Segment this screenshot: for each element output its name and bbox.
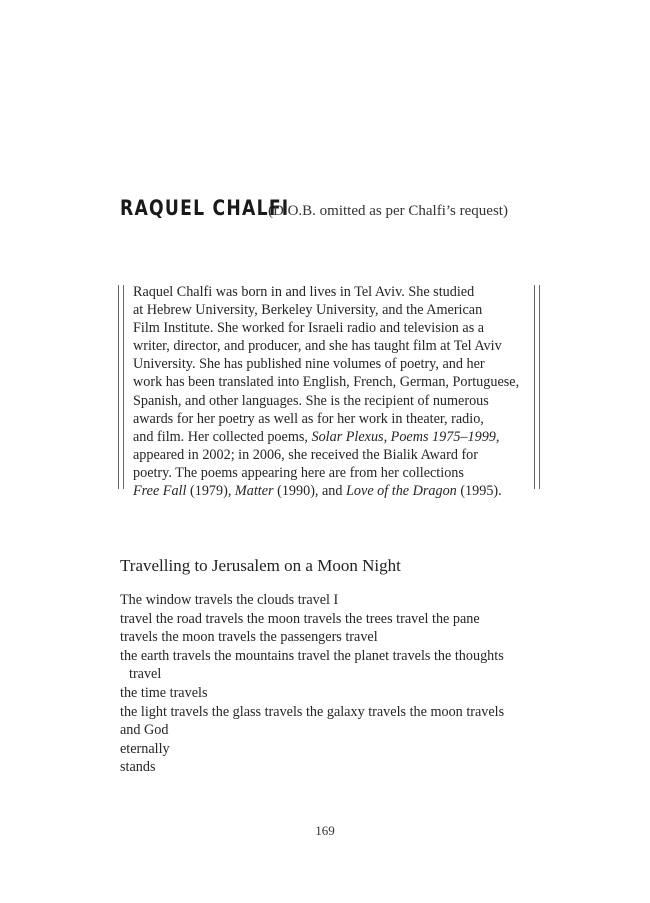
- author-dob-note: (D.O.B. omitted as per Chalfi’s request): [268, 203, 508, 219]
- bio-text: (1995).: [456, 483, 502, 500]
- bio-line: appeared in 2002; in 2006, she received the Bialik Award for: [133, 446, 479, 463]
- bio-line: Spanish, and other languages. She is the recipient of numerous: [133, 392, 489, 409]
- bio-right-double-rule: [534, 285, 540, 489]
- bio-line: [133, 428, 533, 446]
- book-title-solar-plexus: Solar Plexus, Poems 1975–1999,: [311, 428, 500, 445]
- poem-line: the light travels the glass travels the galaxy travels the moon travels: [120, 703, 505, 720]
- author-header: [120, 196, 508, 220]
- author-bio: [133, 283, 533, 500]
- bio-line: Raquel Chalfi was born in and lives in Tel Aviv. She studied: [133, 284, 475, 300]
- bio-text: (1990), and: [273, 483, 347, 500]
- bio-left-double-rule: [118, 285, 124, 489]
- poem-line: travel: [129, 666, 162, 683]
- poem-line: travel the road travels the moon travels the trees travel the pane: [120, 610, 480, 627]
- poem-line: travels the moon travels the passengers travel: [120, 629, 378, 646]
- poem-body: [120, 591, 540, 777]
- poem-title: Travelling to Jerusalem on a Moon Night: [120, 556, 401, 575]
- poem-line: the time travels: [120, 684, 208, 701]
- poem-line: the earth travels the mountains travel the planet travels the thoughts: [120, 647, 504, 664]
- bio-text: (1979),: [186, 483, 235, 500]
- page-number: 169: [315, 823, 335, 838]
- poem-line: The window travels the clouds travel I: [120, 592, 339, 608]
- poem-line: stands: [120, 759, 156, 776]
- bio-line: writer, director, and producer, and she has taught film at Tel Aviv: [133, 338, 502, 355]
- bio-line: awards for her poetry as well as for her work in theater, radio,: [133, 410, 484, 427]
- bio-line: Film Institute. She worked for Israeli radio and television as a: [133, 320, 485, 337]
- bio-text: and film. Her collected poems,: [133, 428, 312, 445]
- bio-line: University. She has published nine volumes of poetry, and her: [133, 356, 485, 373]
- author-bio-box: [118, 283, 540, 500]
- poem-line: eternally: [120, 740, 170, 757]
- book-title-matter: Matter: [234, 483, 274, 500]
- book-title-love-of-the-dragon: Love of the Dragon: [346, 483, 457, 500]
- book-title-free-fall: Free Fall: [133, 483, 187, 500]
- poem-line: and God: [120, 722, 169, 739]
- author-name: RAQUEL CHALFI: [120, 196, 290, 220]
- bio-line: at Hebrew University, Berkeley University, and the American: [133, 302, 483, 319]
- bio-line: poetry. The poems appearing here are from her collections: [133, 464, 464, 481]
- bio-line: work has been translated into English, French, German, Portuguese,: [133, 374, 520, 391]
- bio-line: [133, 482, 533, 500]
